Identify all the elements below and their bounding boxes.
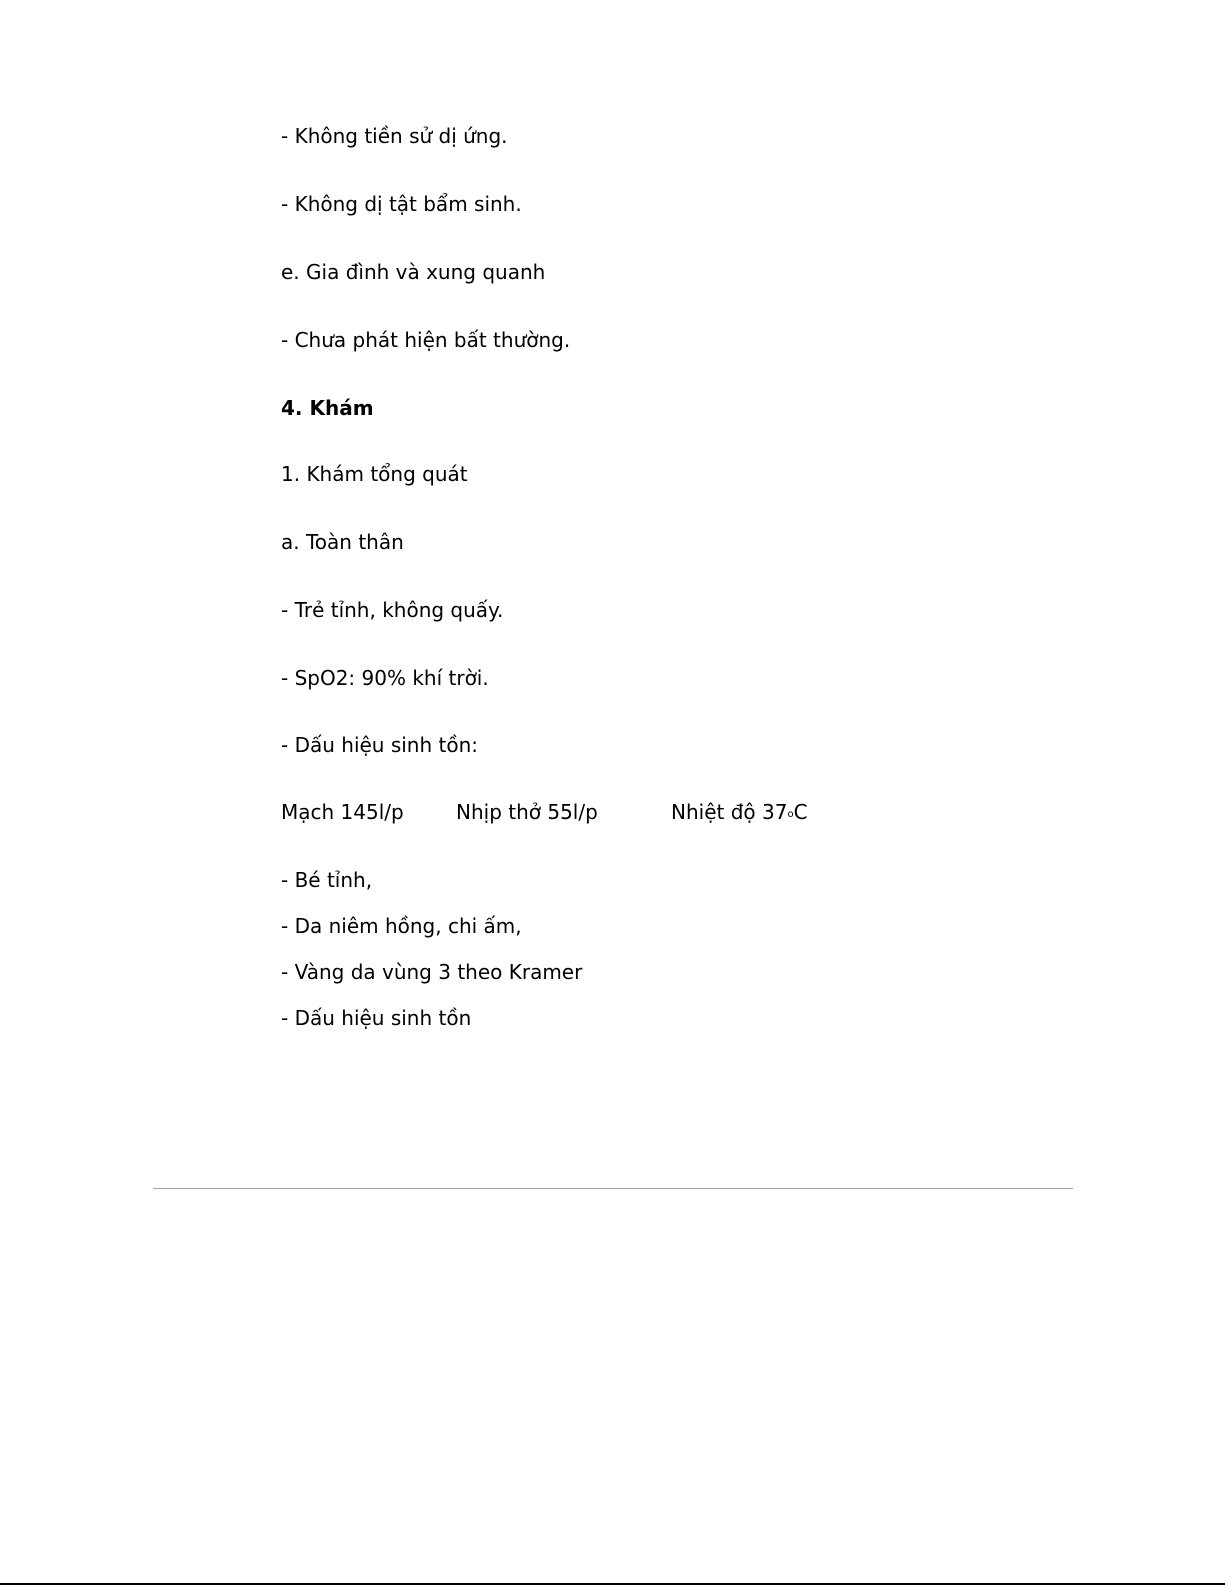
temperature-unit: C <box>793 800 808 824</box>
vital-signs-line: - Dấu hiệu sinh tồn <box>281 1006 472 1030</box>
baby-alert-line: - Bé tỉnh, <box>281 868 373 892</box>
vital-signs-row <box>281 800 841 824</box>
vital-signs-label: - Dấu hiệu sinh tồn: <box>281 733 479 757</box>
page-divider <box>153 1188 1073 1189</box>
exam-section-heading: 4. Khám <box>281 396 374 420</box>
whole-body-heading: a. Toàn thân <box>281 530 404 554</box>
temperature-value <box>671 800 808 827</box>
history-allergy-line: - Không tiền sử dị ứng. <box>281 124 508 148</box>
family-heading: e. Gia đình và xung quanh <box>281 260 546 284</box>
respiratory-rate-value: Nhịp thở 55l/p <box>456 800 598 824</box>
history-congenital-line: - Không dị tật bẩm sinh. <box>281 192 522 216</box>
jaundice-line: - Vàng da vùng 3 theo Kramer <box>281 960 583 984</box>
pulse-value: Mạch 145l/p <box>281 800 404 824</box>
alertness-line: - Trẻ tỉnh, không quấy. <box>281 598 504 622</box>
temperature-label: Nhiệt độ 37 <box>671 800 788 824</box>
spo2-line: - SpO2: 90% khí trời. <box>281 666 489 690</box>
general-exam-heading: 1. Khám tổng quát <box>281 462 468 486</box>
degree-symbol: o <box>787 809 794 820</box>
skin-line: - Da niêm hồng, chi ấm, <box>281 914 522 938</box>
family-finding-line: - Chưa phát hiện bất thường. <box>281 328 571 352</box>
